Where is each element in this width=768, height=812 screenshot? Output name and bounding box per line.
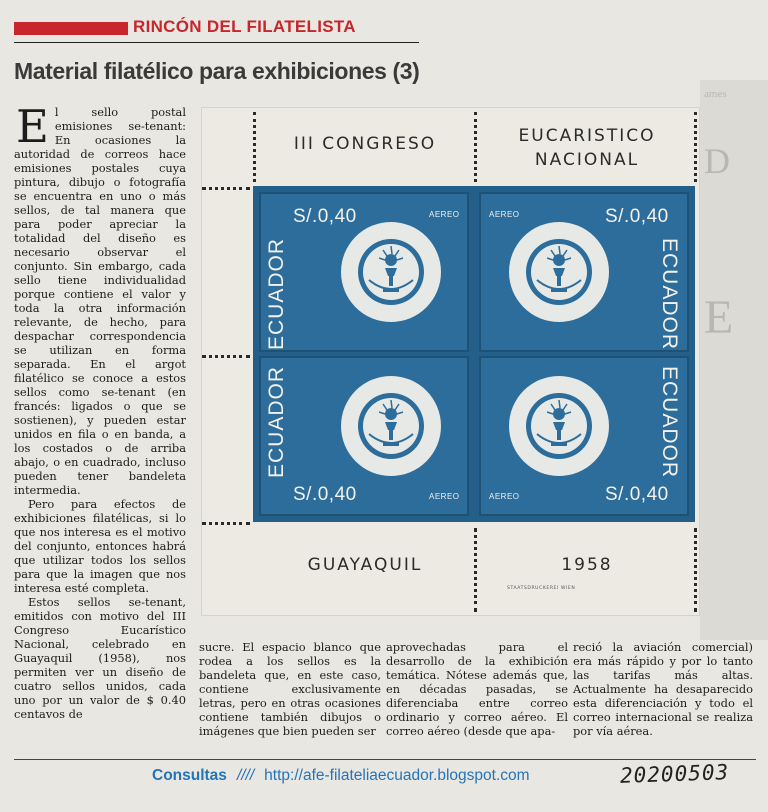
perforation-guide bbox=[202, 522, 250, 525]
stamp-top-right bbox=[479, 192, 689, 352]
consultas-footer bbox=[152, 767, 530, 785]
paragraph-2: Pero para efectos de exhibiciones filatélicas, si lo que nos interesa es el motivo del conjunto, entonces habrá que utilizar todos los sellos para que la imagen que nos interesa esté completa. bbox=[14, 497, 186, 595]
article-column-3: aprovechadas para el desarrollo de la exhibición temática. Nótese además que, en décadas pasadas, se diferenciaba entre correo ordinario y correo aéreo. El correo aéreo (desde que apa- bbox=[386, 640, 568, 738]
selvage-text-top-left: III CONGRESO bbox=[293, 134, 437, 154]
article-column-1 bbox=[14, 100, 186, 721]
stamp-airmail-label: AEREO bbox=[489, 492, 520, 501]
footer-label: Consultas bbox=[152, 767, 227, 784]
perforation-guide bbox=[694, 112, 697, 182]
stamp-value: S/.0,40 bbox=[293, 484, 357, 505]
eucharistic-seal-icon bbox=[339, 374, 443, 478]
perforation-guide bbox=[474, 528, 477, 612]
selvage-text-line: EUCARISTICO bbox=[518, 126, 656, 146]
section-label: RINCÓN DEL FILATELISTA bbox=[133, 17, 356, 36]
stamp-country: ECUADOR bbox=[658, 238, 681, 351]
eucharistic-seal-icon bbox=[507, 374, 611, 478]
printer-imprint: STAATSDRUCKEREI WIEN bbox=[507, 586, 576, 591]
stamp-value: S/.0,40 bbox=[605, 484, 669, 505]
selvage-text-top-right bbox=[482, 124, 692, 172]
eucharistic-seal-icon bbox=[507, 220, 611, 324]
perforation-guide bbox=[253, 112, 256, 182]
footer-separator: //// bbox=[236, 767, 255, 784]
selvage-text-bottom-right: 1958 bbox=[561, 555, 613, 575]
stamp-top-left bbox=[259, 192, 469, 352]
perforation-guide bbox=[202, 187, 250, 190]
perforation-guide bbox=[202, 355, 250, 358]
footer-url-link[interactable]: http://afe-filateliaecuador.blogspot.com bbox=[264, 767, 530, 784]
eucharistic-seal-icon bbox=[339, 220, 443, 324]
stamp-airmail-label: AEREO bbox=[489, 210, 520, 219]
stamp-sheet-image bbox=[202, 108, 699, 615]
drop-cap: E bbox=[16, 100, 49, 153]
stamp-block bbox=[253, 186, 695, 522]
footer-rule bbox=[14, 759, 756, 760]
stamp-value: S/.0,40 bbox=[605, 206, 669, 227]
stamp-bottom-left bbox=[259, 356, 469, 516]
perforation-guide bbox=[694, 528, 697, 612]
stamp-airmail-label: AEREO bbox=[429, 492, 460, 501]
stamp-airmail-label: AEREO bbox=[429, 210, 460, 219]
handwritten-date: 20200503 bbox=[619, 760, 730, 788]
article-column-2: sucre. El espacio blanco que rodea a los sellos es la bandeleta que, en este caso, contiene exclusivamente letras, pero en otras ocasiones contiene también dibujos o imágenes que bien pueden ser bbox=[199, 640, 381, 738]
stamp-country: ECUADOR bbox=[265, 238, 288, 351]
paragraph-3: Estos sellos se-tenant, emitidos con motivo del III Congreso Eucarístico Nacional, celebrado en Guayaquil (1958), nos permiten ver un diseño de cuatro sellos unidos, cada uno por un valor de $ 0.40 centavos de bbox=[14, 595, 186, 721]
stamp-value: S/.0,40 bbox=[293, 206, 357, 227]
perforation-guide bbox=[474, 112, 477, 182]
selvage-text-line: NACIONAL bbox=[534, 150, 640, 170]
stamp-bottom-right bbox=[479, 356, 689, 516]
article-title: Material filatélico para exhibiciones (3) bbox=[14, 58, 420, 84]
article-column-4: reció la aviación comercial) era más rápido y por lo tanto las tarifas más altas. Actualmente ha desaparecido esta diferenciación y todo el correo internacional se realiza por vía aérea. bbox=[573, 640, 753, 738]
selvage-text-bottom-left: GUAYAQUIL bbox=[307, 555, 423, 575]
paragraph-1: l sello postal emisiones se-tenant: En ocasiones la autoridad de correos hace emisiones postales cuya pintura, dibujo o fotografía se encuentra en uno o más sellos, de tal manera que para poder apreciar la totalidad del diseño es necesario observar el conjunto. Sin embargo, cada sello tiene individualidad porque contiene el valor y toda la otra información relevante, de hecho, para despachar correspondencia se utilizan en forma separada. En el argot filatélico se conoce a estos sellos como se-tenant (en francés: ligados o que se sostienen), y pueden estar unidos en fila o en banda, a los costados o de arriba abajo, o en cuadrado, incluso pueden tener bandeleta intermedia. bbox=[14, 105, 186, 497]
background-newspaper-strip: D E ames bbox=[700, 80, 768, 640]
stamp-country: ECUADOR bbox=[658, 366, 681, 479]
header-rule bbox=[14, 42, 419, 43]
section-color-bar bbox=[14, 22, 128, 35]
stamp-country: ECUADOR bbox=[265, 366, 288, 479]
